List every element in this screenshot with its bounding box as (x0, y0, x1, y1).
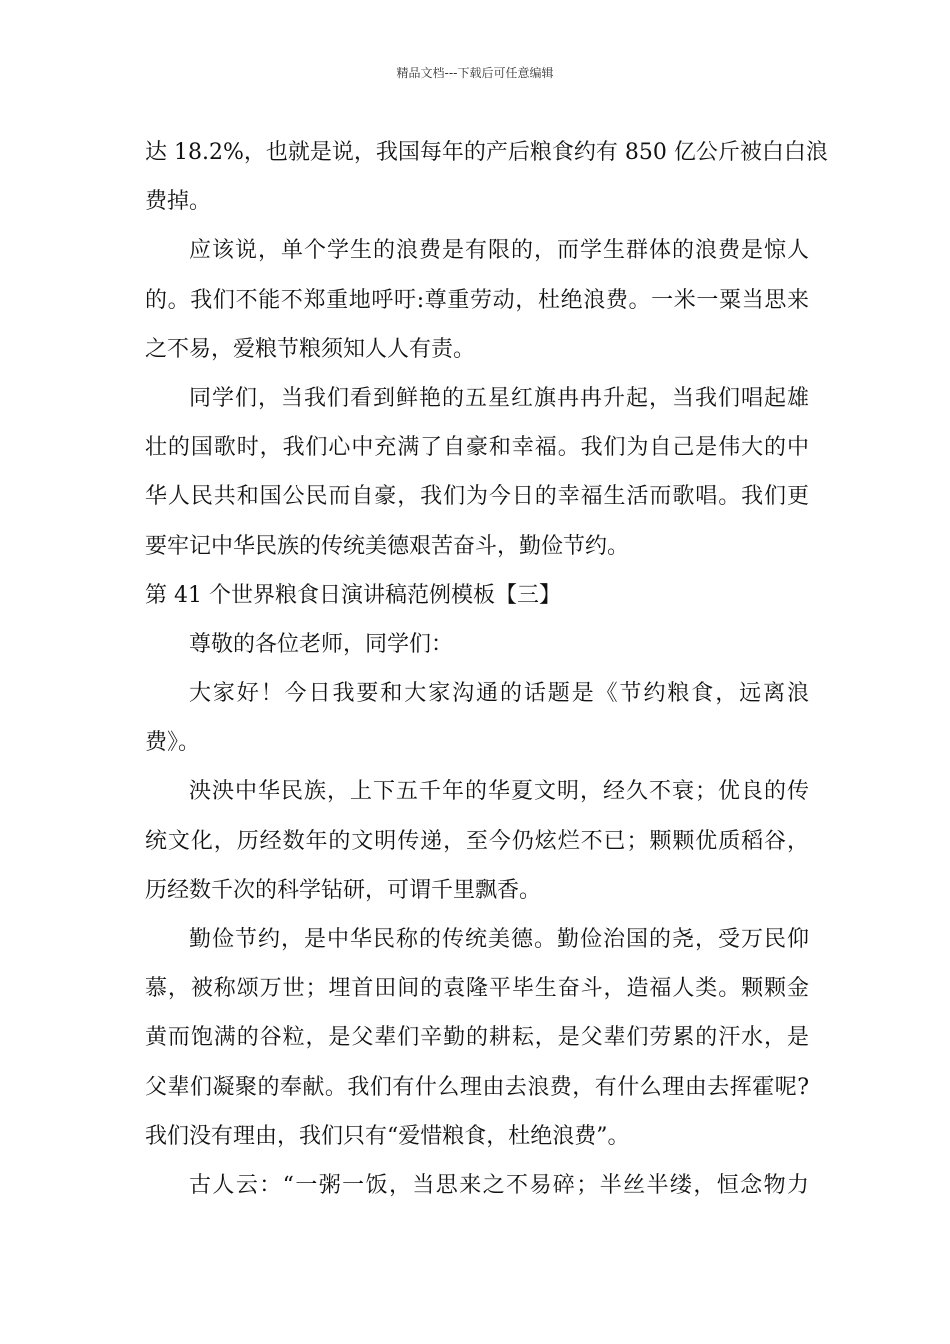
text-line: 同学们，当我们看到鲜艳的五星红旗冉冉升起，当我们唱起雄 (189, 385, 809, 411)
text-line: 历经数千次的科学钻研，可谓千里飘香。 (145, 877, 542, 903)
text-line: 费掉。 (145, 189, 212, 215)
text-line: 要牢记中华民族的传统美德艰苦奋斗，勤俭节约。 (145, 533, 630, 559)
text-line: 慕，被称颂万世；埋首田间的袁隆平毕生奋斗，造福人类。颗颗金 (145, 976, 809, 1002)
text-line: 华人民共和国公民而自豪，我们为今日的幸福生活而歌唱。我们更 (145, 484, 809, 510)
text-line: 古人云：“一粥一饭，当思来之不易碎；半丝半缕，恒念物力 (189, 1172, 809, 1198)
text-line: 黄而饱满的谷粒，是父辈们辛勤的耕耘，是父辈们劳累的汗水，是 (145, 1025, 809, 1051)
text-line: 达 18.2%，也就是说，我国每年的产后粮食约有 850 亿公斤被白白浪 (145, 140, 828, 165)
salutation: 尊敬的各位老师，同学们： (189, 631, 454, 657)
text-line: 应该说，单个学生的浪费是有限的，而学生群体的浪费是惊人 (189, 238, 809, 264)
text-line: 我们没有理由，我们只有“爱惜粮食，杜绝浪费”。 (145, 1123, 630, 1149)
text-line: 大家好！今日我要和大家沟通的话题是《节约粮食，远离浪 (189, 681, 809, 707)
document-body (145, 128, 828, 1210)
page-header: 精品文档---下载后可任意编辑 (396, 66, 554, 80)
text-line: 之不易，爱粮节粮须知人人有责。 (145, 336, 476, 362)
text-line: 费》。 (145, 730, 201, 756)
text-line: 壮的国歌时，我们心中充满了自豪和幸福。我们为自己是伟大的中 (145, 435, 809, 461)
section-heading: 第 41 个世界粮食日演讲稿范例模板【三】 (145, 582, 561, 608)
text-line: 统文化，历经数年的文明传递，至今仍炫烂不已；颗颗优质稻谷， (145, 828, 809, 854)
text-line: 泱泱中华民族，上下五千年的华夏文明，经久不衰；优良的传 (189, 779, 809, 805)
text-line: 勤俭节约，是中华民称的传统美德。勤俭治国的尧，受万民仰 (189, 927, 809, 952)
text-line: 的。我们不能不郑重地呼吁:尊重劳动，杜绝浪费。一米一粟当思来 (145, 287, 809, 313)
text-line: 父辈们凝聚的奉献。我们有什么理由去浪费，有什么理由去挥霍呢? (145, 1074, 809, 1100)
